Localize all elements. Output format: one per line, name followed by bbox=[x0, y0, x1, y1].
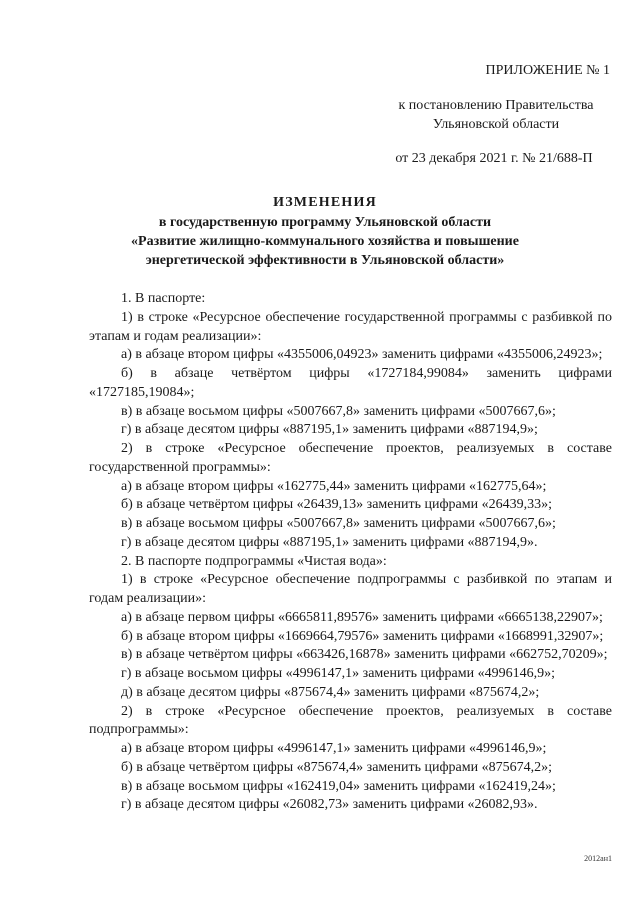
title-line-1: в государственную программу Ульяновской области bbox=[158, 215, 492, 230]
paragraph: 1) в строке «Ресурсное обеспечение подпрограммы с разбивкой по этапам и годам реализации»: bbox=[89, 572, 612, 606]
paragraph: а) в абзаце втором цифры «4996147,1» заменить цифрами «4996146,9»; bbox=[121, 741, 547, 756]
paragraph: г) в абзаце десятом цифры «26082,73» заменить цифрами «26082,93». bbox=[121, 797, 538, 813]
paragraph: 2) в строке «Ресурсное обеспечение проектов, реализуемых в составе государственной программы»: bbox=[89, 441, 612, 475]
paragraph: в) в абзаце четвёртом цифры «663426,16878» заменить цифрами «662752,70209»; bbox=[121, 647, 608, 663]
title-line-2: «Развитие жилищно-коммунального хозяйства и повышение bbox=[131, 234, 519, 249]
paragraph: 2. В паспорте подпрограммы «Чистая вода»: bbox=[121, 553, 387, 569]
document-body bbox=[89, 290, 612, 815]
paragraph: в) в абзаце восьмом цифры «162419,04» заменить цифрами «162419,24»; bbox=[121, 778, 556, 794]
paragraph: б) в абзаце четвёртом цифры «26439,13» заменить цифрами «26439,33»; bbox=[121, 497, 552, 513]
paragraph: г) в абзаце восьмом цифры «4996147,1» заменить цифрами «4996146,9»; bbox=[121, 666, 555, 681]
title-main: ИЗМЕНЕНИЯ bbox=[273, 195, 377, 210]
paragraph: 1. В паспорте: bbox=[121, 291, 206, 306]
paragraph: д) в абзаце десятом цифры «875674,4» заменить цифрами «875674,2»; bbox=[121, 684, 540, 700]
paragraph: б) в абзаце четвёртом цифры «1727184,99084» заменить цифрами «1727185,19084»; bbox=[89, 366, 612, 400]
paragraph: г) в абзаце десятом цифры «887195,1» заменить цифрами «887194,9». bbox=[121, 534, 538, 550]
paragraph: а) в абзаце первом цифры «6665811,89576» заменить цифрами «6665138,22907»; bbox=[121, 609, 603, 625]
region-line: Ульяновской области bbox=[432, 117, 560, 132]
paragraph: а) в абзаце втором цифры «4355006,04923» заменить цифрами «4355006,24923»; bbox=[121, 347, 603, 363]
resolution-reference bbox=[380, 96, 612, 134]
paragraph: б) в абзаце четвёртом цифры «875674,4» заменить цифрами «875674,2»; bbox=[121, 759, 552, 775]
paragraph: в) в абзаце восьмом цифры «5007667,8» заменить цифрами «5007667,6»; bbox=[121, 403, 556, 419]
paragraph: 1) в строке «Ресурсное обеспечение государственной программы с разбивкой по этапам и годам реализации»: bbox=[89, 309, 612, 344]
title-line-3: энергетической эффективности в Ульяновской области» bbox=[145, 253, 505, 268]
document-title bbox=[60, 193, 590, 270]
paragraph: 2) в строке «Ресурсное обеспечение проектов, реализуемых в составе подпрограммы»: bbox=[89, 703, 612, 738]
paragraph: а) в абзаце втором цифры «162775,44» заменить цифрами «162775,64»; bbox=[121, 478, 547, 494]
resolution-date-number: от 23 декабря 2021 г. № 21/688-П bbox=[395, 151, 593, 166]
resolution-line: к постановлению Правительства bbox=[398, 98, 594, 113]
appendix-label: ПРИЛОЖЕНИЕ № 1 bbox=[485, 63, 610, 78]
paragraph: г) в абзаце десятом цифры «887195,1» заменить цифрами «887194,9»; bbox=[121, 422, 538, 438]
paragraph: в) в абзаце восьмом цифры «5007667,8» заменить цифрами «5007667,6»; bbox=[121, 516, 556, 531]
footer-code: 2012ан1 bbox=[584, 854, 612, 863]
paragraph: б) в абзаце втором цифры «1669664,79576» заменить цифрами «1668991,32907»; bbox=[121, 628, 604, 644]
